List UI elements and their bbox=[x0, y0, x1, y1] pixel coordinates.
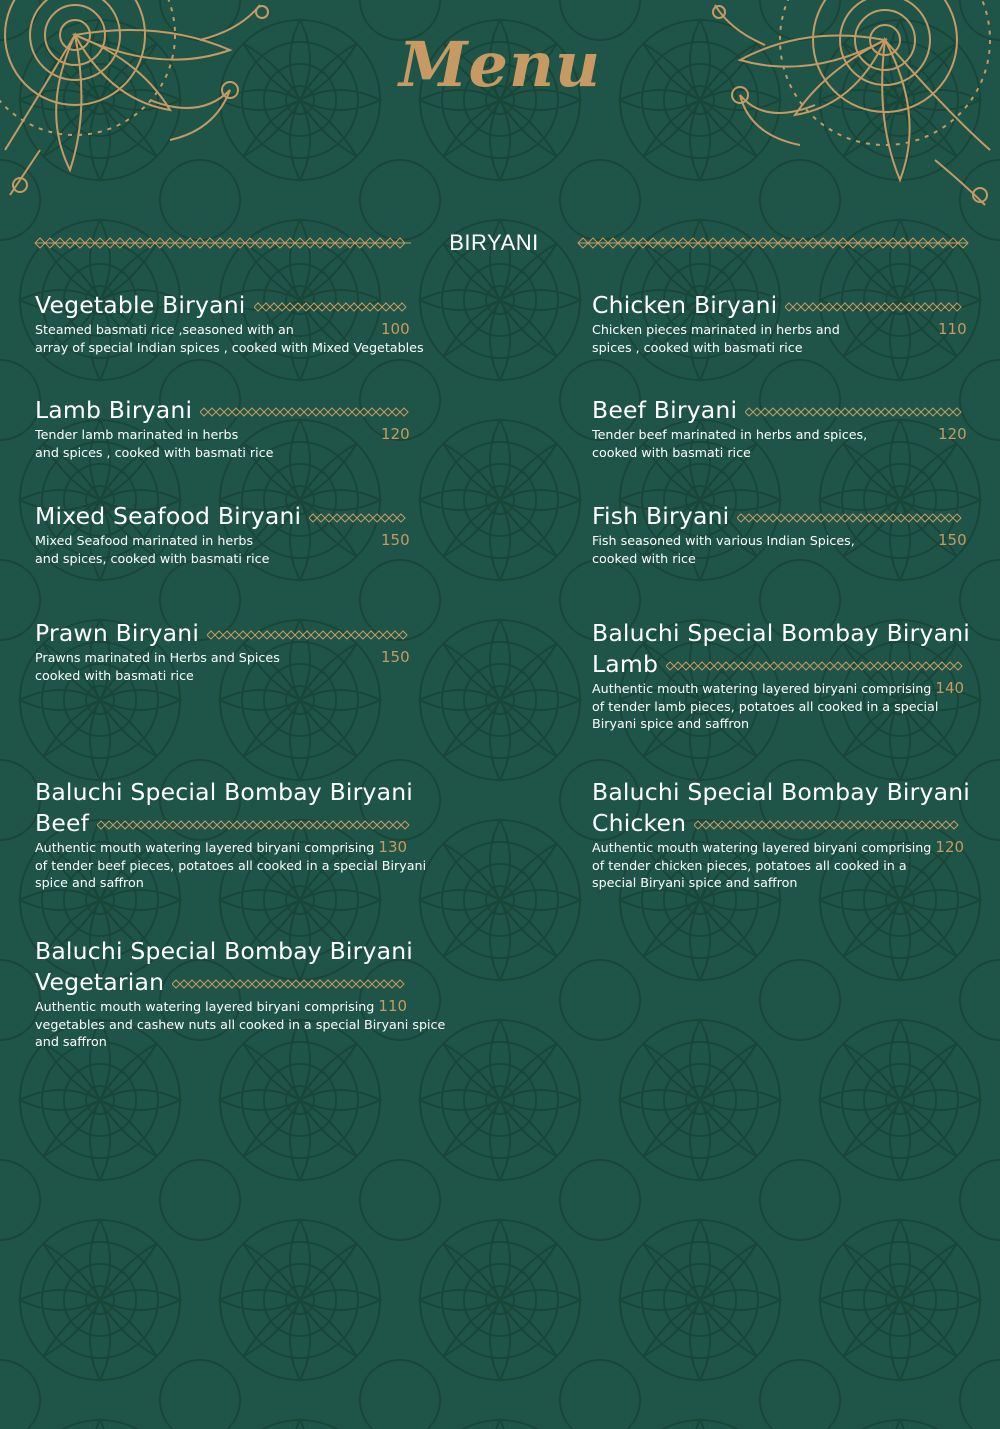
item-description: of tender lamb pieces, potatoes all cooked in a special bbox=[592, 698, 939, 714]
item-description: and spices, cooked with basmati rice bbox=[35, 550, 270, 566]
dotted-leader bbox=[666, 661, 966, 671]
menu-item-bombay-biryani-vegetarian bbox=[35, 936, 455, 1051]
mandala-right-ornament bbox=[705, 0, 1000, 210]
item-price: 150 bbox=[381, 648, 410, 666]
item-name: Vegetable Biryani bbox=[35, 291, 246, 319]
item-description: Authentic mouth watering layered biryani comprising 110 bbox=[35, 997, 408, 1015]
item-description: Tender lamb marinated in herbs bbox=[35, 427, 239, 442]
item-description: cooked with basmati rice bbox=[35, 667, 194, 683]
menu-item-bombay-biryani-lamb bbox=[592, 618, 977, 733]
item-description: of tender beef pieces, potatoes all cooked in a special Biryani bbox=[35, 857, 427, 873]
item-price: 100 bbox=[381, 320, 410, 338]
menu-item-chicken-biryani bbox=[592, 290, 977, 356]
item-name: Baluchi Special Bombay Biryani bbox=[592, 619, 971, 647]
item-price: 110 bbox=[378, 997, 408, 1015]
menu-title: Menu bbox=[398, 28, 602, 101]
item-description: cooked with basmati rice bbox=[592, 444, 751, 460]
item-price: 110 bbox=[938, 320, 967, 338]
item-price: 140 bbox=[935, 679, 965, 697]
dotted-leader bbox=[254, 302, 411, 312]
item-price: 120 bbox=[938, 425, 967, 443]
item-description: special Biryani spice and saffron bbox=[592, 875, 798, 890]
item-price: 120 bbox=[381, 425, 410, 443]
item-description: spices , cooked with basmati rice bbox=[592, 339, 803, 355]
dotted-leader bbox=[694, 820, 966, 830]
item-description: Steamed basmati rice ,seasoned with an bbox=[35, 322, 294, 337]
item-description: Chicken pieces marinated in herbs and bbox=[592, 322, 840, 337]
item-price: 120 bbox=[935, 838, 965, 856]
item-name: Baluchi Special Bombay Biryani bbox=[35, 778, 414, 806]
menu-item-mixed-seafood-biryani bbox=[35, 501, 455, 567]
item-description: cooked with rice bbox=[592, 550, 696, 566]
menu-item-lamb-biryani bbox=[35, 395, 455, 461]
item-name-line2: Lamb bbox=[592, 650, 659, 678]
item-description: Fish seasoned with various Indian Spices, bbox=[592, 533, 855, 548]
item-price: 130 bbox=[378, 838, 408, 856]
item-price: 150 bbox=[381, 531, 410, 549]
dotted-leader bbox=[785, 302, 966, 312]
item-description: of tender chicken pieces, potatoes all cooked in a bbox=[592, 857, 907, 873]
dotted-leader bbox=[207, 630, 411, 640]
section-divider-left bbox=[35, 238, 411, 248]
item-description: Tender beef marinated in herbs and spices, bbox=[592, 427, 868, 442]
item-name-line2: Vegetarian bbox=[35, 968, 165, 996]
menu-item-fish-biryani bbox=[592, 501, 977, 567]
menu-item-prawn-biryani bbox=[35, 618, 455, 684]
item-name: Prawn Biryani bbox=[35, 619, 200, 647]
item-description: spice and saffron bbox=[35, 875, 144, 890]
item-name: Mixed Seafood Biryani bbox=[35, 502, 302, 530]
dotted-leader bbox=[97, 820, 411, 830]
item-description: Prawns marinated in Herbs and Spices bbox=[35, 650, 280, 665]
item-description: and saffron bbox=[35, 1034, 107, 1049]
item-description: array of special Indian spices , cooked with Mixed Vegetables bbox=[35, 339, 424, 355]
item-name: Baluchi Special Bombay Biryani bbox=[592, 778, 971, 806]
dotted-leader bbox=[172, 979, 411, 989]
item-description: Biryani spice and saffron bbox=[592, 716, 750, 731]
item-name: Chicken Biryani bbox=[592, 291, 778, 319]
item-name-line2: Chicken bbox=[592, 809, 687, 837]
dotted-leader bbox=[309, 513, 411, 523]
item-name: Lamb Biryani bbox=[35, 396, 193, 424]
item-name: Beef Biryani bbox=[592, 396, 738, 424]
item-description: Mixed Seafood marinated in herbs bbox=[35, 533, 254, 548]
item-name: Fish Biryani bbox=[592, 502, 730, 530]
menu-item-vegetable-biryani bbox=[35, 290, 455, 356]
item-description: Authentic mouth watering layered biryani comprising 120 bbox=[592, 838, 965, 856]
item-name-line2: Beef bbox=[35, 809, 90, 837]
item-description: vegetables and cashew nuts all cooked in a special Biryani spice bbox=[35, 1016, 446, 1032]
item-description: Authentic mouth watering layered biryani comprising 140 bbox=[592, 679, 965, 697]
item-description: and spices , cooked with basmati rice bbox=[35, 444, 274, 460]
item-name: Baluchi Special Bombay Biryani bbox=[35, 937, 414, 965]
section-title-biryani: BIRYANI bbox=[449, 230, 539, 255]
dotted-leader bbox=[745, 407, 966, 417]
menu-item-beef-biryani bbox=[592, 395, 977, 461]
item-price: 150 bbox=[938, 531, 967, 549]
mandala-left-ornament bbox=[0, 0, 280, 200]
item-description: Authentic mouth watering layered biryani comprising 130 bbox=[35, 838, 408, 856]
menu-item-bombay-biryani-beef bbox=[35, 777, 455, 892]
dotted-leader bbox=[200, 407, 411, 417]
dotted-leader bbox=[737, 513, 966, 523]
menu-item-bombay-biryani-chicken bbox=[592, 777, 977, 892]
section-divider-right bbox=[578, 238, 968, 248]
